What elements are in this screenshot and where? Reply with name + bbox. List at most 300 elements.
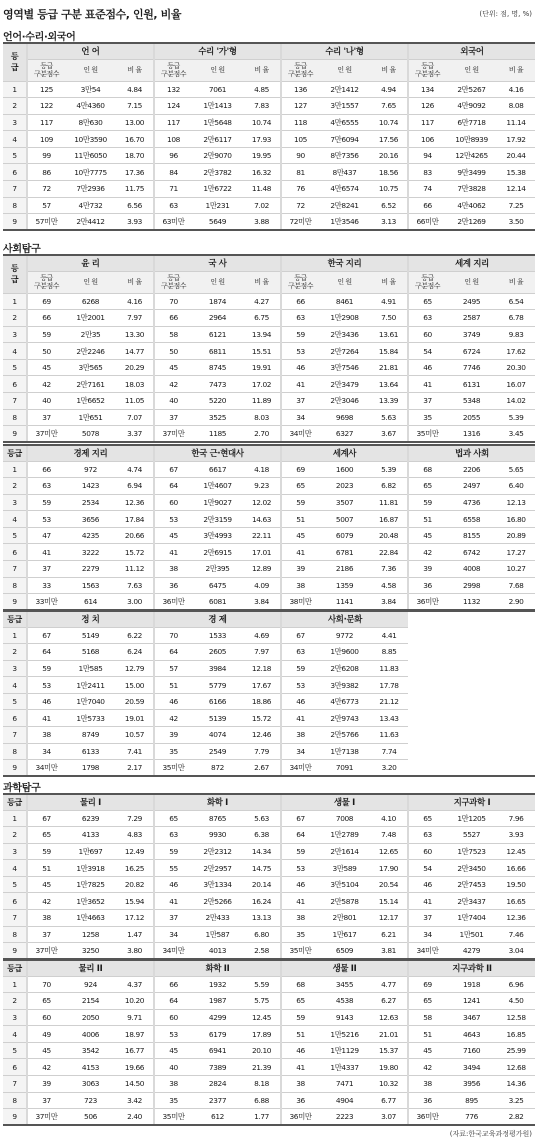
people-cell: 8749 bbox=[65, 727, 116, 744]
score-cell: 66 bbox=[408, 197, 446, 214]
score-cell: 45 bbox=[27, 1042, 65, 1059]
score-cell: 33미만 bbox=[27, 594, 65, 611]
score-cell: 51 bbox=[281, 1026, 319, 1043]
people-cell: 972 bbox=[65, 461, 116, 478]
grade-cell: 8 bbox=[3, 197, 27, 214]
score-cell: 64 bbox=[154, 993, 192, 1010]
score-cell: 46 bbox=[154, 876, 192, 893]
score-cell: 63 bbox=[408, 310, 446, 327]
ratio-cell: 3.37 bbox=[116, 426, 154, 443]
people-cell: 4538 bbox=[319, 993, 370, 1010]
people-cell: 4만732 bbox=[65, 197, 116, 214]
score-cell: 41 bbox=[408, 376, 446, 393]
score-cell: 69 bbox=[408, 976, 446, 993]
score-cell: 34 bbox=[281, 743, 319, 760]
ratio-cell: 17.12 bbox=[116, 910, 154, 927]
ratio-cell: 9.23 bbox=[243, 478, 281, 495]
people-cell: 3만1334 bbox=[192, 876, 243, 893]
ratio-col-header: 비 율 bbox=[116, 271, 154, 293]
ratio-cell: 2.67 bbox=[243, 760, 281, 777]
score-cell: 37 bbox=[27, 409, 65, 426]
people-cell: 2만35 bbox=[65, 326, 116, 343]
score-cell: 86 bbox=[27, 164, 65, 181]
people-cell: 7160 bbox=[446, 1042, 497, 1059]
score-cell: 38 bbox=[154, 1076, 192, 1093]
score-cell: 67 bbox=[27, 810, 65, 827]
people-cell: 2587 bbox=[446, 310, 497, 327]
people-cell: 3만7546 bbox=[319, 359, 370, 376]
ratio-cell: 19.95 bbox=[243, 147, 281, 164]
score-cell: 41 bbox=[281, 710, 319, 727]
ratio-cell: 17.62 bbox=[497, 343, 535, 360]
people-cell: 1만9027 bbox=[192, 494, 243, 511]
subject-header: 수리 '나'형 bbox=[281, 43, 408, 59]
score-cell: 46 bbox=[408, 876, 446, 893]
table-row bbox=[3, 197, 535, 214]
score-cell: 59 bbox=[27, 494, 65, 511]
score-cell: 126 bbox=[408, 98, 446, 115]
grade-cell: 3 bbox=[3, 1009, 27, 1026]
people-cell: 6617 bbox=[192, 461, 243, 478]
ratio-cell: 4.69 bbox=[243, 627, 281, 644]
ratio-cell: 12.49 bbox=[116, 843, 154, 860]
score-cell: 59 bbox=[281, 660, 319, 677]
score-cell: 60 bbox=[154, 1009, 192, 1026]
score-cell: 74 bbox=[408, 181, 446, 198]
people-cell: 8155 bbox=[446, 527, 497, 544]
table-row bbox=[3, 976, 535, 993]
score-cell: 51 bbox=[408, 1026, 446, 1043]
people-cell: 924 bbox=[65, 976, 116, 993]
subject-header: 경 제 bbox=[154, 611, 281, 627]
ratio-cell: 6.52 bbox=[370, 197, 408, 214]
people-cell: 2964 bbox=[192, 310, 243, 327]
people-cell: 7만3828 bbox=[446, 181, 497, 198]
ratio-cell: 21.81 bbox=[370, 359, 408, 376]
ratio-cell: 7.65 bbox=[370, 98, 408, 115]
ratio-cell: 8.18 bbox=[243, 1076, 281, 1093]
ratio-cell: 4.18 bbox=[243, 461, 281, 478]
score-cell: 35 bbox=[154, 743, 192, 760]
ratio-cell: 6.22 bbox=[116, 627, 154, 644]
ratio-cell: 19.01 bbox=[116, 710, 154, 727]
score-cell: 108 bbox=[154, 131, 192, 148]
subject-header: 정 치 bbox=[27, 611, 154, 627]
people-cell: 776 bbox=[446, 1109, 497, 1126]
people-cell: 9만3499 bbox=[446, 164, 497, 181]
people-cell: 2만8241 bbox=[319, 197, 370, 214]
ratio-cell: 20.48 bbox=[370, 527, 408, 544]
grade-cell: 8 bbox=[3, 743, 27, 760]
score-cell: 40 bbox=[154, 1059, 192, 1076]
subject-header: 물리 II bbox=[27, 960, 154, 976]
score-cell: 117 bbox=[27, 114, 65, 131]
ratio-cell: 3.20 bbox=[370, 760, 408, 777]
people-cell: 1141 bbox=[319, 594, 370, 611]
grade-header: 등 급 bbox=[3, 43, 27, 81]
score-cell: 41 bbox=[154, 893, 192, 910]
ratio-cell: 7.15 bbox=[116, 98, 154, 115]
ratio-cell: 12.36 bbox=[497, 910, 535, 927]
people-cell: 1798 bbox=[65, 760, 116, 777]
people-cell: 4만9092 bbox=[446, 98, 497, 115]
people-cell: 5779 bbox=[192, 677, 243, 694]
score-cell: 63 bbox=[281, 310, 319, 327]
people-cell: 4736 bbox=[446, 494, 497, 511]
score-cell: 59 bbox=[27, 660, 65, 677]
grade-cell: 3 bbox=[3, 326, 27, 343]
score-cell: 34미만 bbox=[154, 943, 192, 960]
people-cell: 7091 bbox=[319, 760, 370, 777]
empty-cell bbox=[446, 660, 497, 677]
ratio-cell: 16.77 bbox=[116, 1042, 154, 1059]
subject-header: 법과 사회 bbox=[408, 445, 535, 461]
people-cell: 8만630 bbox=[65, 114, 116, 131]
ratio-cell: 18.56 bbox=[370, 164, 408, 181]
score-cell: 41 bbox=[154, 544, 192, 561]
table-row bbox=[3, 393, 535, 410]
ratio-cell: 12.68 bbox=[497, 1059, 535, 1076]
ratio-cell: 10.32 bbox=[370, 1076, 408, 1093]
score-cell: 94 bbox=[408, 147, 446, 164]
score-col-header: 등급 구분점수 bbox=[408, 271, 446, 293]
ratio-cell: 15.37 bbox=[370, 1042, 408, 1059]
ratio-cell: 2.82 bbox=[497, 1109, 535, 1126]
score-cell: 38 bbox=[27, 910, 65, 927]
score-cell: 70 bbox=[27, 976, 65, 993]
ratio-cell: 13.94 bbox=[243, 326, 281, 343]
score-cell: 51 bbox=[154, 677, 192, 694]
subject-header: 물리 I bbox=[27, 794, 154, 810]
people-cell: 9698 bbox=[319, 409, 370, 426]
ratio-cell: 11.75 bbox=[116, 181, 154, 198]
people-cell: 2만1269 bbox=[446, 214, 497, 231]
ratio-cell: 19.91 bbox=[243, 359, 281, 376]
score-cell: 65 bbox=[281, 478, 319, 495]
ratio-cell: 11.83 bbox=[370, 660, 408, 677]
ratio-col-header: 비 율 bbox=[370, 271, 408, 293]
people-cell: 2605 bbox=[192, 644, 243, 661]
ratio-cell: 17.84 bbox=[116, 511, 154, 528]
score-cell: 65 bbox=[281, 993, 319, 1010]
people-cell: 1258 bbox=[65, 926, 116, 943]
table-row bbox=[3, 1042, 535, 1059]
grade-cell: 1 bbox=[3, 293, 27, 310]
table-row bbox=[3, 1059, 535, 1076]
ratio-cell: 4.37 bbox=[116, 976, 154, 993]
ratio-cell: 2.90 bbox=[497, 594, 535, 611]
ratio-cell: 16.70 bbox=[116, 131, 154, 148]
score-cell: 132 bbox=[154, 81, 192, 98]
grade-cell: 3 bbox=[3, 660, 27, 677]
ratio-cell: 14.77 bbox=[116, 343, 154, 360]
ratio-cell: 3.04 bbox=[497, 943, 535, 960]
people-cell: 2만5766 bbox=[319, 727, 370, 744]
people-cell: 6781 bbox=[319, 544, 370, 561]
ratio-cell: 2.17 bbox=[116, 760, 154, 777]
ratio-cell: 5.65 bbox=[497, 461, 535, 478]
score-cell: 59 bbox=[408, 494, 446, 511]
ratio-cell: 12.79 bbox=[116, 660, 154, 677]
people-cell: 5649 bbox=[192, 214, 243, 231]
people-cell: 4006 bbox=[65, 1026, 116, 1043]
people-cell: 2만395 bbox=[192, 561, 243, 578]
ratio-cell: 3.84 bbox=[370, 594, 408, 611]
people-cell: 723 bbox=[65, 1092, 116, 1109]
table-row bbox=[3, 527, 535, 544]
ratio-cell: 3.81 bbox=[370, 943, 408, 960]
grade-cell: 3 bbox=[3, 494, 27, 511]
subject-header: 생물 I bbox=[281, 794, 408, 810]
section-title: 과학탐구 bbox=[3, 783, 41, 794]
people-cell: 3만5104 bbox=[319, 876, 370, 893]
people-cell: 11만6050 bbox=[65, 147, 116, 164]
people-cell: 7061 bbox=[192, 81, 243, 98]
ratio-cell: 13.30 bbox=[116, 326, 154, 343]
ratio-cell: 15.00 bbox=[116, 677, 154, 694]
score-cell: 63 bbox=[154, 827, 192, 844]
grade-cell: 7 bbox=[3, 1076, 27, 1093]
ratio-cell: 12.58 bbox=[497, 1009, 535, 1026]
ratio-cell: 13.39 bbox=[370, 393, 408, 410]
table-row bbox=[3, 710, 535, 727]
score-cell: 60 bbox=[408, 843, 446, 860]
people-cell: 1만9600 bbox=[319, 644, 370, 661]
subject-header: 한국 지리 bbox=[281, 255, 408, 271]
people-cell: 2824 bbox=[192, 1076, 243, 1093]
ratio-cell: 4.58 bbox=[370, 577, 408, 594]
ratio-cell: 3.93 bbox=[497, 827, 535, 844]
score-cell: 35미만 bbox=[154, 1109, 192, 1126]
people-cell: 3222 bbox=[65, 544, 116, 561]
score-col-header: 등급 구분점수 bbox=[27, 271, 65, 293]
score-cell: 35미만 bbox=[408, 426, 446, 443]
grade-cell: 9 bbox=[3, 594, 27, 611]
grade-cell: 9 bbox=[3, 426, 27, 443]
people-cell: 4133 bbox=[65, 827, 116, 844]
score-cell: 37 bbox=[281, 393, 319, 410]
table-row bbox=[3, 214, 535, 231]
score-cell: 40 bbox=[27, 393, 65, 410]
grade-cell: 9 bbox=[3, 1109, 27, 1126]
table-row bbox=[3, 494, 535, 511]
ratio-cell: 6.21 bbox=[370, 926, 408, 943]
grade-cell: 2 bbox=[3, 310, 27, 327]
people-cell: 4013 bbox=[192, 943, 243, 960]
people-cell: 2만3450 bbox=[446, 860, 497, 877]
people-cell: 1만7825 bbox=[65, 876, 116, 893]
score-cell: 64 bbox=[154, 644, 192, 661]
empty-cell bbox=[497, 760, 535, 777]
ratio-cell: 15.14 bbox=[370, 893, 408, 910]
score-cell: 37 bbox=[27, 926, 65, 943]
score-cell: 68 bbox=[281, 976, 319, 993]
ratio-cell: 12.65 bbox=[370, 843, 408, 860]
subject-header: 윤 리 bbox=[27, 255, 154, 271]
score-cell: 42 bbox=[408, 544, 446, 561]
ratio-cell: 14.02 bbox=[497, 393, 535, 410]
people-cell: 3467 bbox=[446, 1009, 497, 1026]
people-cell: 2534 bbox=[65, 494, 116, 511]
ratio-cell: 19.50 bbox=[497, 876, 535, 893]
empty-cell bbox=[497, 693, 535, 710]
ratio-cell: 17.90 bbox=[370, 860, 408, 877]
ratio-cell: 3.93 bbox=[116, 214, 154, 231]
people-cell: 2만2957 bbox=[192, 860, 243, 877]
ratio-cell: 12.02 bbox=[243, 494, 281, 511]
grade-cell: 2 bbox=[3, 993, 27, 1010]
score-cell: 69 bbox=[27, 293, 65, 310]
ratio-cell: 14.36 bbox=[497, 1076, 535, 1093]
ratio-cell: 4.74 bbox=[116, 461, 154, 478]
score-cell: 99 bbox=[27, 147, 65, 164]
score-cell: 41 bbox=[281, 376, 319, 393]
people-cell: 1만4337 bbox=[319, 1059, 370, 1076]
grade-cell: 4 bbox=[3, 511, 27, 528]
ratio-cell: 6.77 bbox=[370, 1092, 408, 1109]
empty-cell bbox=[408, 627, 446, 644]
people-cell: 5348 bbox=[446, 393, 497, 410]
table-row bbox=[3, 760, 535, 777]
people-cell: 6179 bbox=[192, 1026, 243, 1043]
score-cell: 134 bbox=[408, 81, 446, 98]
score-cell: 37 bbox=[154, 910, 192, 927]
score-cell: 65 bbox=[408, 993, 446, 1010]
people-col-header: 인 원 bbox=[319, 59, 370, 81]
score-table bbox=[3, 959, 535, 1126]
score-cell: 51 bbox=[281, 511, 319, 528]
grade-cell: 9 bbox=[3, 760, 27, 777]
score-cell: 36미만 bbox=[154, 594, 192, 611]
ratio-cell: 15.72 bbox=[116, 544, 154, 561]
ratio-cell: 11.63 bbox=[370, 727, 408, 744]
empty-cell bbox=[446, 760, 497, 777]
score-cell: 33 bbox=[27, 577, 65, 594]
table-row bbox=[3, 98, 535, 115]
people-cell: 2만7161 bbox=[65, 376, 116, 393]
ratio-cell: 5.63 bbox=[243, 810, 281, 827]
ratio-cell: 1.47 bbox=[116, 926, 154, 943]
score-cell: 81 bbox=[281, 164, 319, 181]
grade-cell: 5 bbox=[3, 147, 27, 164]
subject-header: 화학 II bbox=[154, 960, 281, 976]
score-cell: 72 bbox=[27, 181, 65, 198]
grade-header: 등급 bbox=[3, 794, 27, 810]
people-cell: 1만6652 bbox=[65, 393, 116, 410]
people-cell: 6724 bbox=[446, 343, 497, 360]
people-cell: 1만6722 bbox=[192, 181, 243, 198]
score-cell: 59 bbox=[154, 843, 192, 860]
people-cell: 4만4360 bbox=[65, 98, 116, 115]
score-cell: 46 bbox=[154, 693, 192, 710]
score-cell: 42 bbox=[154, 710, 192, 727]
subject-header: 경제 지리 bbox=[27, 445, 154, 461]
score-cell: 96 bbox=[154, 147, 192, 164]
people-cell: 1241 bbox=[446, 993, 497, 1010]
score-cell: 34미만 bbox=[408, 943, 446, 960]
ratio-cell: 4.16 bbox=[497, 81, 535, 98]
people-cell: 2186 bbox=[319, 561, 370, 578]
grade-cell: 6 bbox=[3, 376, 27, 393]
ratio-cell: 10.75 bbox=[370, 181, 408, 198]
people-cell: 2279 bbox=[65, 561, 116, 578]
score-cell: 45 bbox=[408, 527, 446, 544]
people-cell: 3063 bbox=[65, 1076, 116, 1093]
ratio-cell: 14.75 bbox=[243, 860, 281, 877]
people-col-header: 인 원 bbox=[65, 59, 116, 81]
ratio-cell: 18.86 bbox=[243, 693, 281, 710]
score-cell: 34 bbox=[408, 926, 446, 943]
people-cell: 5139 bbox=[192, 710, 243, 727]
score-cell: 37미만 bbox=[27, 943, 65, 960]
ratio-cell: 16.85 bbox=[497, 1026, 535, 1043]
ratio-cell: 2.40 bbox=[116, 1109, 154, 1126]
people-cell: 3525 bbox=[192, 409, 243, 426]
people-cell: 6131 bbox=[446, 376, 497, 393]
score-cell: 66 bbox=[281, 293, 319, 310]
empty-cell bbox=[446, 627, 497, 644]
grade-cell: 8 bbox=[3, 577, 27, 594]
grade-cell: 7 bbox=[3, 727, 27, 744]
ratio-cell: 16.24 bbox=[243, 893, 281, 910]
ratio-cell: 15.38 bbox=[497, 164, 535, 181]
score-cell: 105 bbox=[281, 131, 319, 148]
people-cell: 4만6773 bbox=[319, 693, 370, 710]
ratio-cell: 4.94 bbox=[370, 81, 408, 98]
ratio-cell: 5.63 bbox=[370, 409, 408, 426]
score-cell: 38 bbox=[27, 727, 65, 744]
ratio-cell: 7.74 bbox=[370, 743, 408, 760]
empty-cell bbox=[408, 760, 446, 777]
score-cell: 63 bbox=[408, 827, 446, 844]
ratio-cell: 6.82 bbox=[370, 478, 408, 495]
people-cell: 1만2411 bbox=[65, 677, 116, 694]
people-cell: 6만7718 bbox=[446, 114, 497, 131]
grade-cell: 4 bbox=[3, 131, 27, 148]
ratio-cell: 7.96 bbox=[497, 810, 535, 827]
score-cell: 66미만 bbox=[408, 214, 446, 231]
table-row bbox=[3, 644, 535, 661]
people-cell: 2만4412 bbox=[65, 214, 116, 231]
ratio-cell: 16.25 bbox=[116, 860, 154, 877]
grade-cell: 3 bbox=[3, 114, 27, 131]
ratio-cell: 20.30 bbox=[497, 359, 535, 376]
people-cell: 2만7453 bbox=[446, 876, 497, 893]
ratio-cell: 2.70 bbox=[243, 426, 281, 443]
score-cell: 70 bbox=[154, 627, 192, 644]
table-row bbox=[3, 860, 535, 877]
table-row bbox=[3, 326, 535, 343]
grade-cell: 1 bbox=[3, 461, 27, 478]
score-cell: 106 bbox=[408, 131, 446, 148]
unit-note: (단위: 점, 명, %) bbox=[479, 10, 532, 18]
people-cell: 7471 bbox=[319, 1076, 370, 1093]
score-cell: 57 bbox=[154, 660, 192, 677]
score-cell: 76 bbox=[281, 181, 319, 198]
score-cell: 39 bbox=[281, 561, 319, 578]
people-cell: 1423 bbox=[65, 478, 116, 495]
grade-cell: 4 bbox=[3, 1026, 27, 1043]
people-cell: 3507 bbox=[319, 494, 370, 511]
ratio-cell: 20.54 bbox=[370, 876, 408, 893]
subject-header: 생물 II bbox=[281, 960, 408, 976]
table-row bbox=[3, 1092, 535, 1109]
people-cell: 6268 bbox=[65, 293, 116, 310]
people-cell: 3984 bbox=[192, 660, 243, 677]
subject-header: 지구과학 II bbox=[408, 960, 535, 976]
table-row bbox=[3, 409, 535, 426]
people-cell: 4279 bbox=[446, 943, 497, 960]
